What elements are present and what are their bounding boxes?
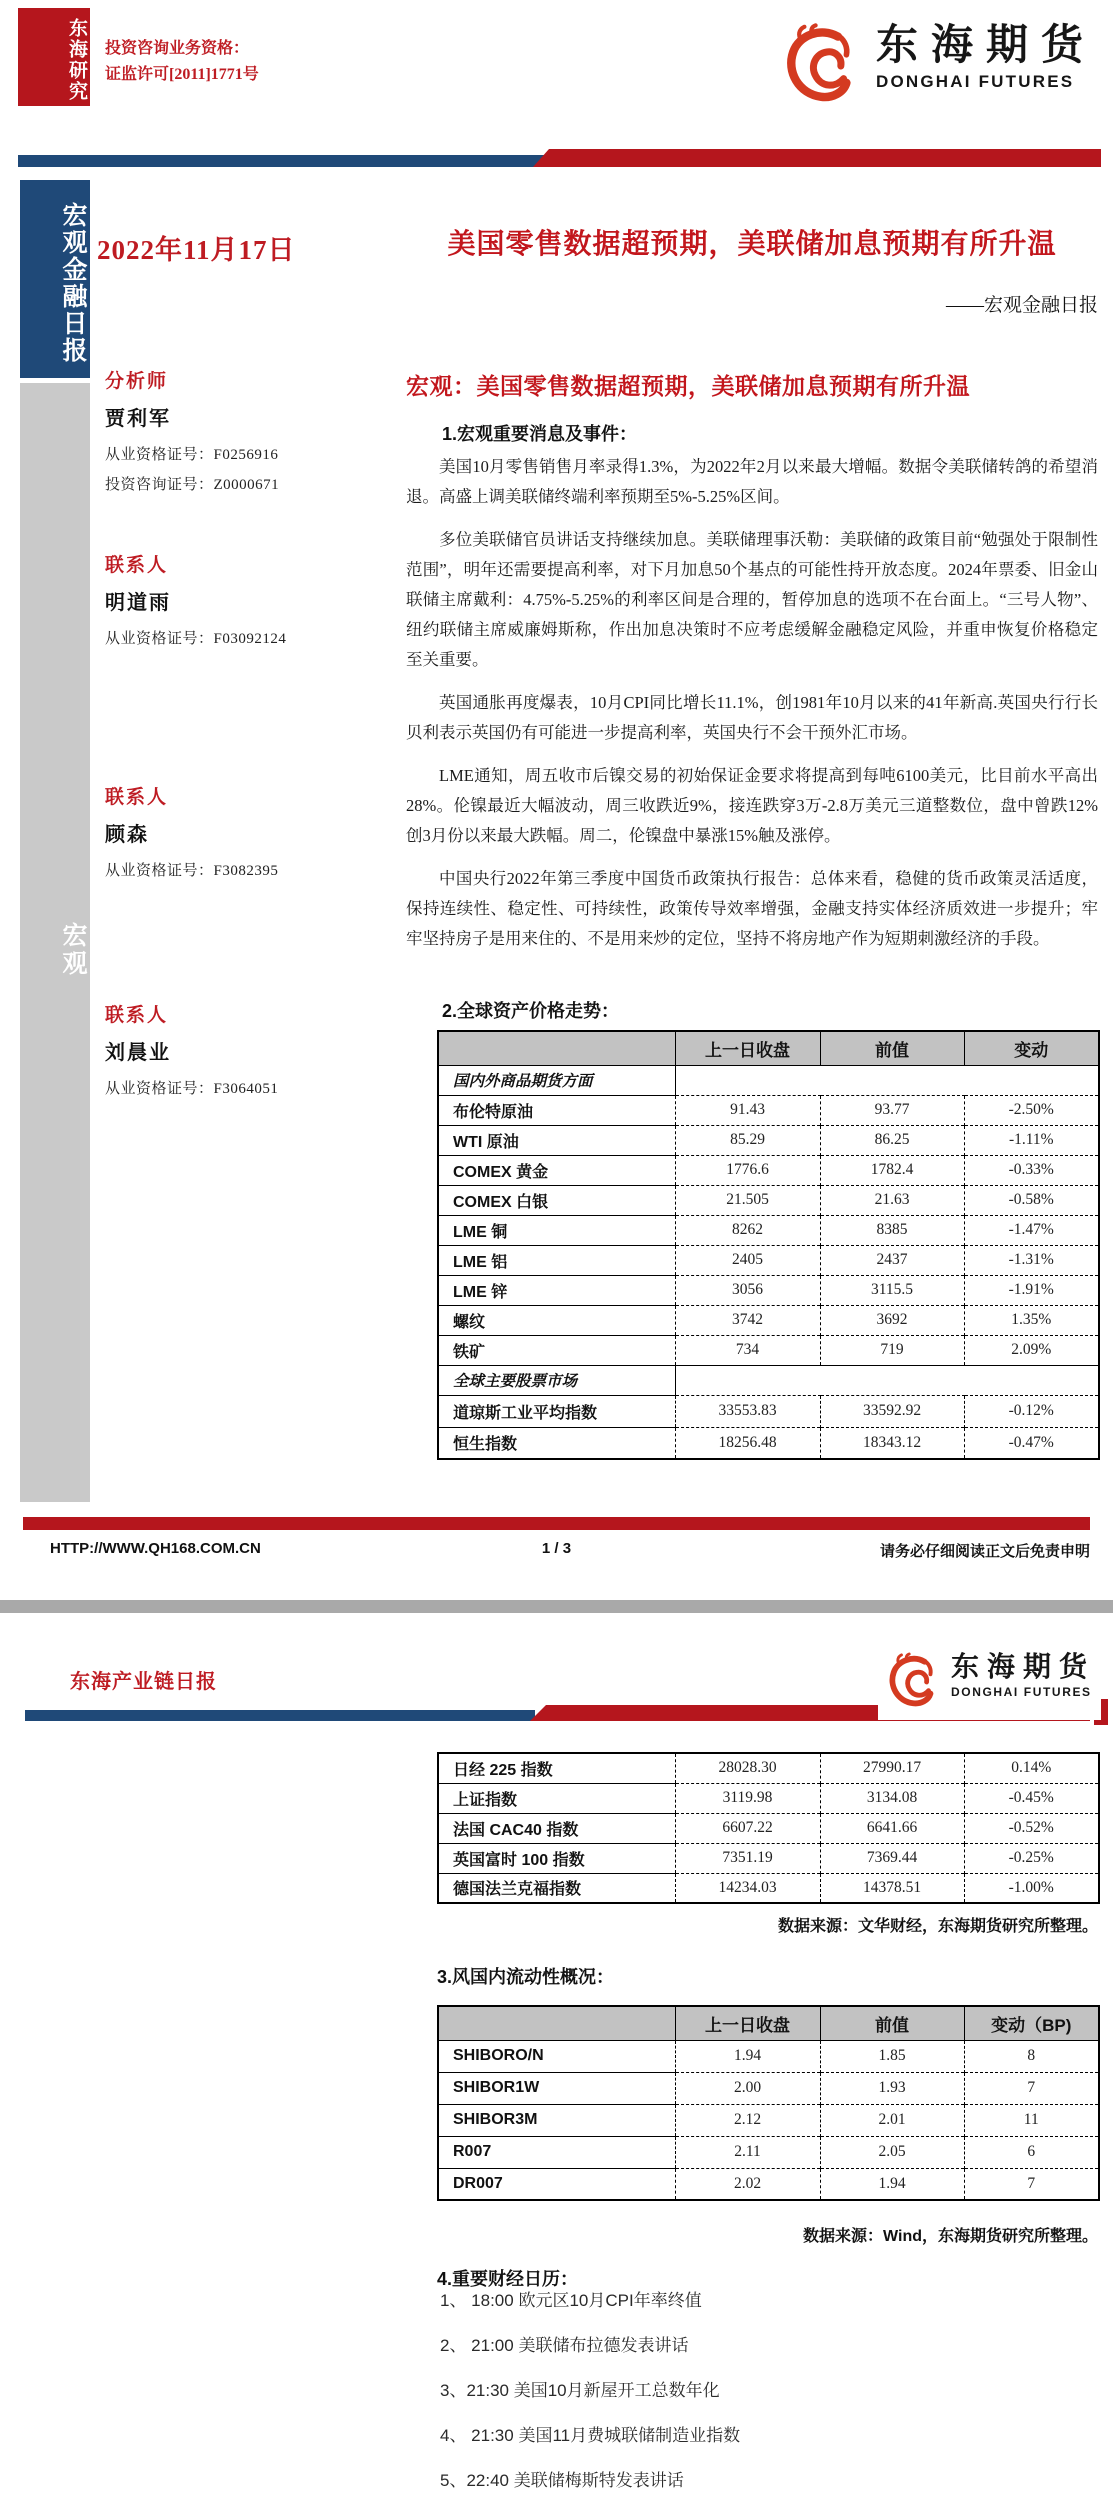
table-row: R007 2.11 2.05 6 [438,2136,1099,2168]
report-date: 2022年11月17日 [97,235,296,265]
brand-vertical-label: 东海研究 [66,18,87,102]
license-line2: 证监许可[2011]1771号 [105,66,259,83]
table-row: 英国富时 100 指数 7351.19 7369.44 -0.25% [438,1843,1099,1873]
heading-4-calendar: 4.重要财经日历： [437,2269,579,2289]
table-row: WTI 原油 85.29 86.25 -1.11% [438,1125,1099,1155]
table-row: DR007 2.02 1.94 7 [438,2168,1099,2200]
table-row: 法国 CAC40 指数 6607.22 6641.66 -0.52% [438,1813,1099,1843]
global-asset-table-continued [437,1752,1100,1904]
contact-label: 联系人 [105,1005,169,1026]
table-section-row [438,1365,1099,1395]
analyst-cert-2: 投资咨询证号：Z0000671 [105,477,280,493]
calendar-item: 3、21:30 美国10月新屋开工总数年化 [440,2381,720,2400]
contact-label: 联系人 [105,787,169,808]
page2-header-title: 东海产业链日报 [70,1671,217,1693]
table-row: 铁矿 734 719 2.09% [438,1335,1099,1365]
paragraph: 多位美联储官员讲话支持继续加息。美联储理事沃勒：美联储的政策目前“勉强处于限制性范围”，明年还需要提高利率，对下月加息50个基点的可能性持开放态度。2024年票委、旧金山联储主席戴利：4.75%-5.25%的利率区间是合理的，暂停加息的选项不在台面上。“三号人物”、纽约联储主席威廉姆斯称，作出加息决策时不应考虑缓解金融稳定风险，并重申恢复价格稳定至关重要。 [406,530,1098,669]
analyst-cert-1: 从业资格证号：F0256916 [105,447,279,463]
header-change-bp: 变动（BP) [964,2006,1099,2040]
contact-name: 顾森 [105,824,149,846]
dragon-logo-icon [782,22,866,115]
table-row: LME 铝 2405 2437 -1.31% [438,1245,1099,1275]
page-2 [0,1613,1113,2501]
calendar-item: 4、 21:30 美国11月费城联储制造业指数 [440,2426,741,2445]
table-row: LME 锌 3056 3115.5 -1.91% [438,1275,1099,1305]
footer-url: HTTP://WWW.QH168.COM.CN [50,1540,261,1557]
section-commodity-label: 国内外商品期货方面 [438,1065,675,1095]
table-row: 螺纹 3742 3692 1.35% [438,1305,1099,1335]
page2-rule-blue [25,1710,535,1721]
paragraph: LME通知，周五收市后镍交易的初始保证金要求将提高到每吨6100美元，比目前水平高出28%。伦镍最近大幅波动，周三收跌近9%，接连跌穿3万-2.8万美元三道整数位，盘中曾跌12%创3月份以来最大跌幅。周二，伦镍盘中暴涨15%触及涨停。 [406,766,1098,845]
header-close: 上一日收盘 [675,2006,820,2040]
logo-en-text: DONGHAI FUTURES [951,1685,1092,1699]
company-logo-small [878,1649,1101,1720]
table-row: 日经 225 指数 28028.30 27990.17 0.14% [438,1753,1099,1783]
section-empty-cells [675,1365,1099,1395]
table-row: 布伦特原油 91.43 93.77 -2.50% [438,1095,1099,1125]
section-empty-cells [675,1065,1099,1095]
data-source-caption-1: 数据来源：文华财经，东海期货研究所整理。 [777,1918,1098,1935]
footer-page-number: 1 / 3 [541,1540,572,1557]
header-empty-cell [438,1031,675,1065]
heading-2-global-assets: 2.全球资产价格走势： [442,1001,620,1021]
heading-1-news: 1.宏观重要消息及事件： [442,424,638,444]
logo-cn-text: 东海期货 [951,1652,1096,1683]
contact-cert: 从业资格证号：F3064051 [105,1081,279,1097]
body-paragraphs [406,452,1098,967]
table-row: COMEX 白银 21.505 21.63 -0.58% [438,1185,1099,1215]
table-row: SHIBOR1W 2.00 1.93 7 [438,2072,1099,2104]
contact-block-2 [105,782,335,886]
license-text [105,36,259,88]
header-empty-cell [438,2006,675,2040]
analyst-name: 贾利军 [105,408,171,430]
brand-box-donghai-research [18,8,90,106]
section-header-macro: 宏观：美国零售数据超预期，美联储加息预期有所升温 [406,374,970,399]
report-vertical-label: 宏观金融日报 [59,202,86,364]
contact-label: 联系人 [105,555,169,576]
data-source-caption-2: 数据来源：Wind，东海期货研究所整理。 [803,2228,1098,2245]
dragon-logo-icon [886,1651,944,1718]
header-change: 变动 [964,1031,1099,1065]
paragraph: 美国10月零售销售月率录得1.3%，为2022年2月以来最大增幅。数据令美联储转鸽的希望消退。高盛上调美联储终端利率预期至5%-5.25%区间。 [406,457,1098,506]
table-row: 上证指数 3119.98 3134.08 -0.45% [438,1783,1099,1813]
table-row: 恒生指数 18256.48 18343.12 -0.47% [438,1427,1099,1459]
page-title: 美国零售数据超预期，美联储加息预期有所升温 [447,229,1057,260]
header-rule-red [533,149,1101,167]
analyst-block [105,366,335,500]
table-section-row [438,1065,1099,1095]
paragraph: 英国通胀再度爆表，10月CPI同比增长11.1%，创1981年10月以来的41年新高.英国央行行长贝利表示英国仍有可能进一步提高利率，英国央行不会干预外汇市场。 [406,693,1098,742]
section-stock-label: 全球主要股票市场 [438,1365,675,1395]
page-separator [0,1600,1113,1613]
table-header-row [438,1031,1099,1065]
footer-disclaimer: 请务必仔细阅读正文后免责申明 [879,1543,1090,1560]
license-line1: 投资咨询业务资格： [105,40,250,57]
contact-name: 明道雨 [105,592,171,614]
header-prev: 前值 [820,1031,964,1065]
calendar-item: 1、 18:00 欧元区10月CPI年率终值 [440,2291,702,2310]
contact-cert: 从业资格证号：F03092124 [105,631,287,647]
header-close: 上一日收盘 [675,1031,820,1065]
category-vertical-label: 宏观 [59,921,86,978]
page-subtitle: ——宏观金融日报 [945,295,1098,316]
company-logo [782,22,1096,115]
table-row: 道琼斯工业平均指数 33553.83 33592.92 -0.12% [438,1395,1099,1427]
heading-3-liquidity: 3.风国内流动性概况： [437,1967,615,1987]
contact-block-1 [105,550,335,654]
table-row: 德国法兰克福指数 14234.03 14378.51 -1.00% [438,1873,1099,1903]
header-rule-blue [18,155,547,167]
paragraph: 中国央行2022年第三季度中国货币政策执行报告：总体来看，稳健的货币政策灵活适度，保持连续性、稳定性、可持续性，政策传导效率增强，金融支持实体经济质效进一步提升；牢牢坚持房子是用来住的、不是用来炒的定位，坚持不将房地产作为短期刺激经济的手段。 [406,869,1098,948]
contact-cert: 从业资格证号：F3082395 [105,863,279,879]
global-asset-table [437,1030,1100,1460]
contact-name: 刘晨业 [105,1042,171,1064]
category-box [20,383,90,1502]
report-name-box [20,180,90,378]
analyst-label: 分析师 [105,371,169,392]
logo-cn-text: 东海期货 [876,23,1097,69]
liquidity-table [437,2005,1100,2201]
table-row: SHIBORO/N 1.94 1.85 8 [438,2040,1099,2072]
calendar-item: 5、22:40 美联储梅斯特发表讲话 [440,2471,684,2490]
table-row: LME 铜 8262 8385 -1.47% [438,1215,1099,1245]
table-row: COMEX 黄金 1776.6 1782.4 -0.33% [438,1155,1099,1185]
footer-rule [23,1517,1090,1530]
header-prev: 前值 [820,2006,964,2040]
calendar-item: 2、 21:00 美联储布拉德发表讲话 [440,2336,689,2355]
logo-en-text: DONGHAI FUTURES [876,72,1075,91]
contact-block-3 [105,1000,335,1104]
table-row: SHIBOR3M 2.12 2.01 11 [438,2104,1099,2136]
table-header-row [438,2006,1099,2040]
